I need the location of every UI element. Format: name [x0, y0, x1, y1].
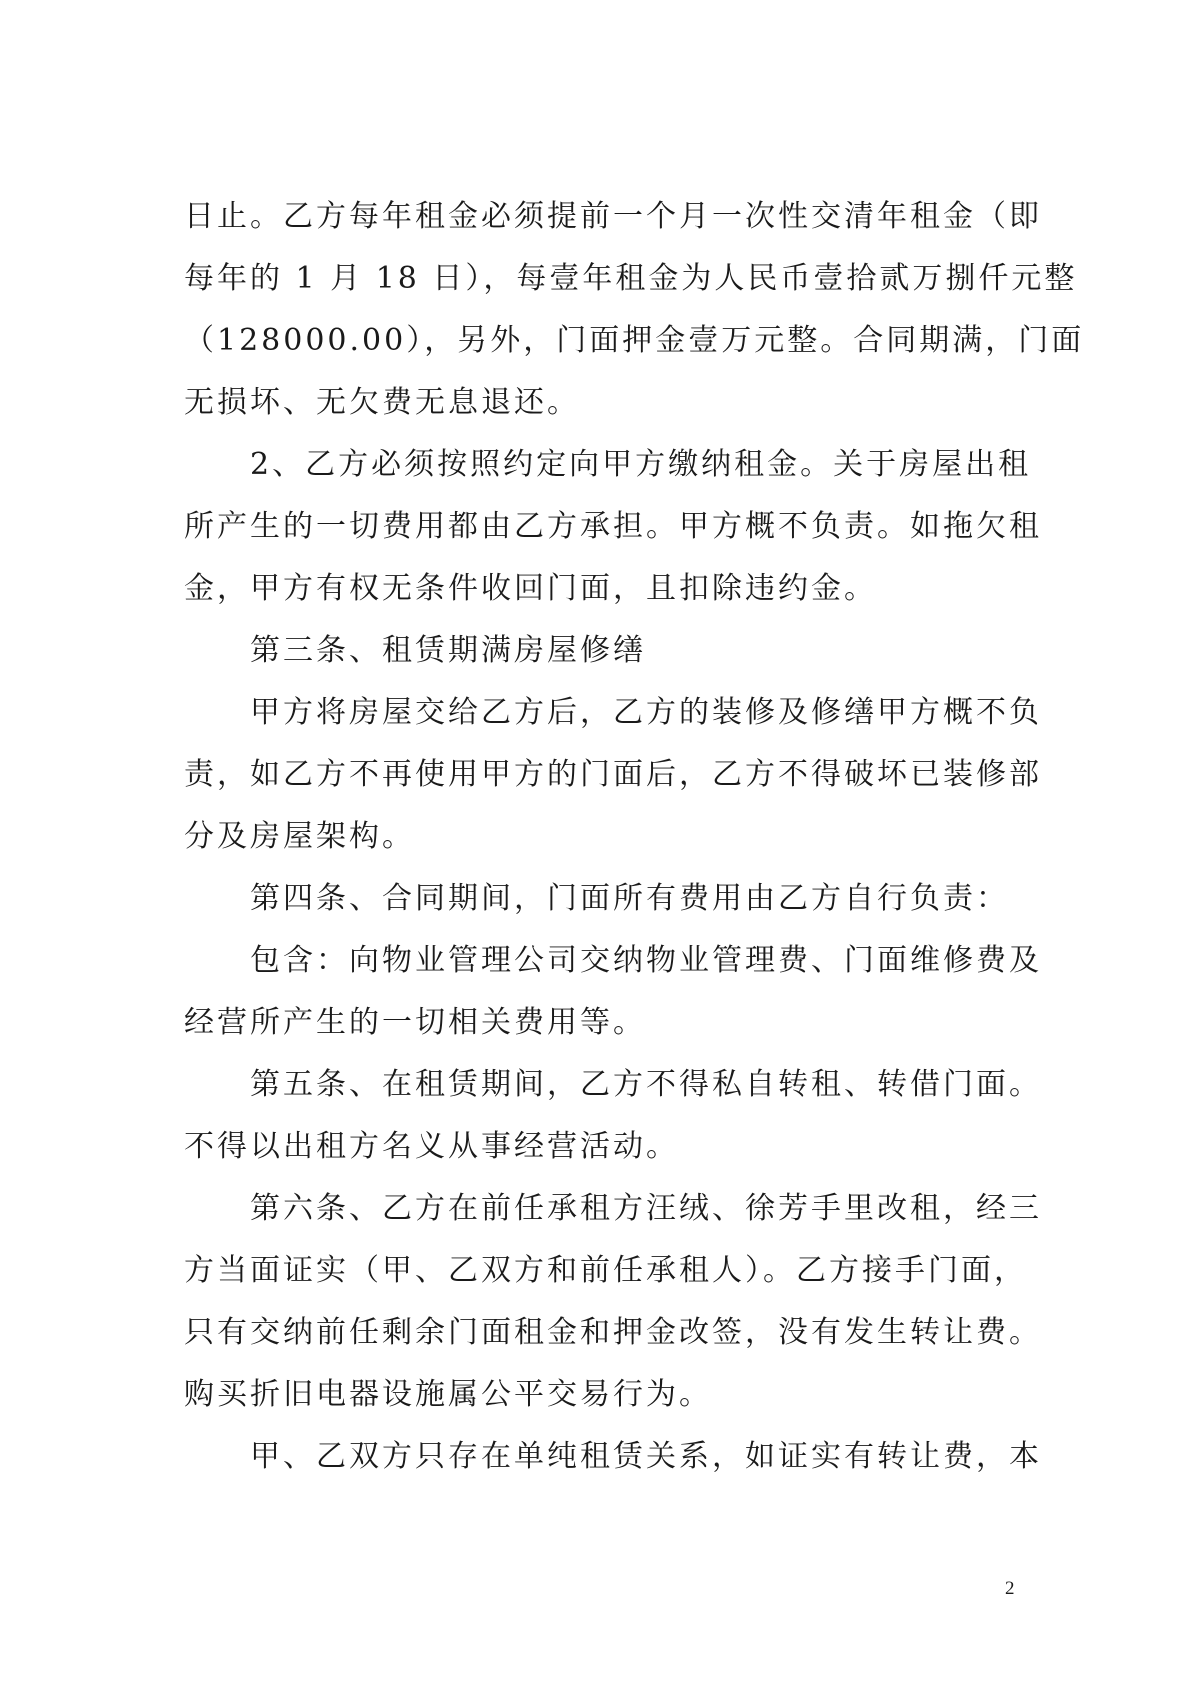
text-line: 无损坏、无欠费无息退还。: [184, 385, 580, 420]
text-line: 甲、乙双方只存在单纯租赁关系，如证实有转让费，本: [184, 1439, 1042, 1474]
section-heading: 第三条、租赁期满房屋修缮: [184, 633, 646, 668]
text-line: 购买折旧电器设施属公平交易行为。: [184, 1377, 712, 1412]
text-line: 金，甲方有权无条件收回门面，且扣除违约金。: [184, 571, 877, 606]
text-line: 日止。乙方每年租金必须提前一个月一次性交清年租金（即: [184, 199, 1042, 234]
text-line: 每年的 1 月 18 日），每壹年租金为人民币壹拾贰万捌仟元整: [184, 261, 1078, 296]
text-line: 只有交纳前任剩余门面租金和押金改签，没有发生转让费。: [184, 1315, 1042, 1350]
text-line: 第五条、在租赁期间，乙方不得私自转租、转借门面。: [184, 1067, 1042, 1102]
text-line: 不得以出租方名义从事经营活动。: [184, 1129, 679, 1164]
section-heading: 第四条、合同期间，门面所有费用由乙方自行负责：: [184, 881, 1009, 916]
document-body: [184, 186, 1085, 1488]
text-line: 包含：向物业管理公司交纳物业管理费、门面维修费及: [184, 943, 1042, 978]
page-number: 2: [1005, 1578, 1015, 1599]
text-line: 分及房屋架构。: [184, 819, 415, 854]
text-line: 2、乙方必须按照约定向甲方缴纳租金。关于房屋出租: [184, 447, 1032, 482]
text-line: （128000.00），另外，门面押金壹万元整。合同期满，门面: [184, 323, 1085, 358]
text-line: 甲方将房屋交给乙方后，乙方的装修及修缮甲方概不负: [184, 695, 1042, 730]
text-line: 所产生的一切费用都由乙方承担。甲方概不负责。如拖欠租: [184, 509, 1042, 544]
text-line: 责，如乙方不再使用甲方的门面后，乙方不得破坏已装修部: [184, 757, 1042, 792]
text-line: 经营所产生的一切相关费用等。: [184, 1005, 646, 1040]
text-line: 方当面证实（甲、乙双方和前任承租人）。乙方接手门面，: [184, 1253, 1027, 1288]
text-line: 第六条、乙方在前任承租方汪绒、徐芳手里改租，经三: [184, 1191, 1042, 1226]
